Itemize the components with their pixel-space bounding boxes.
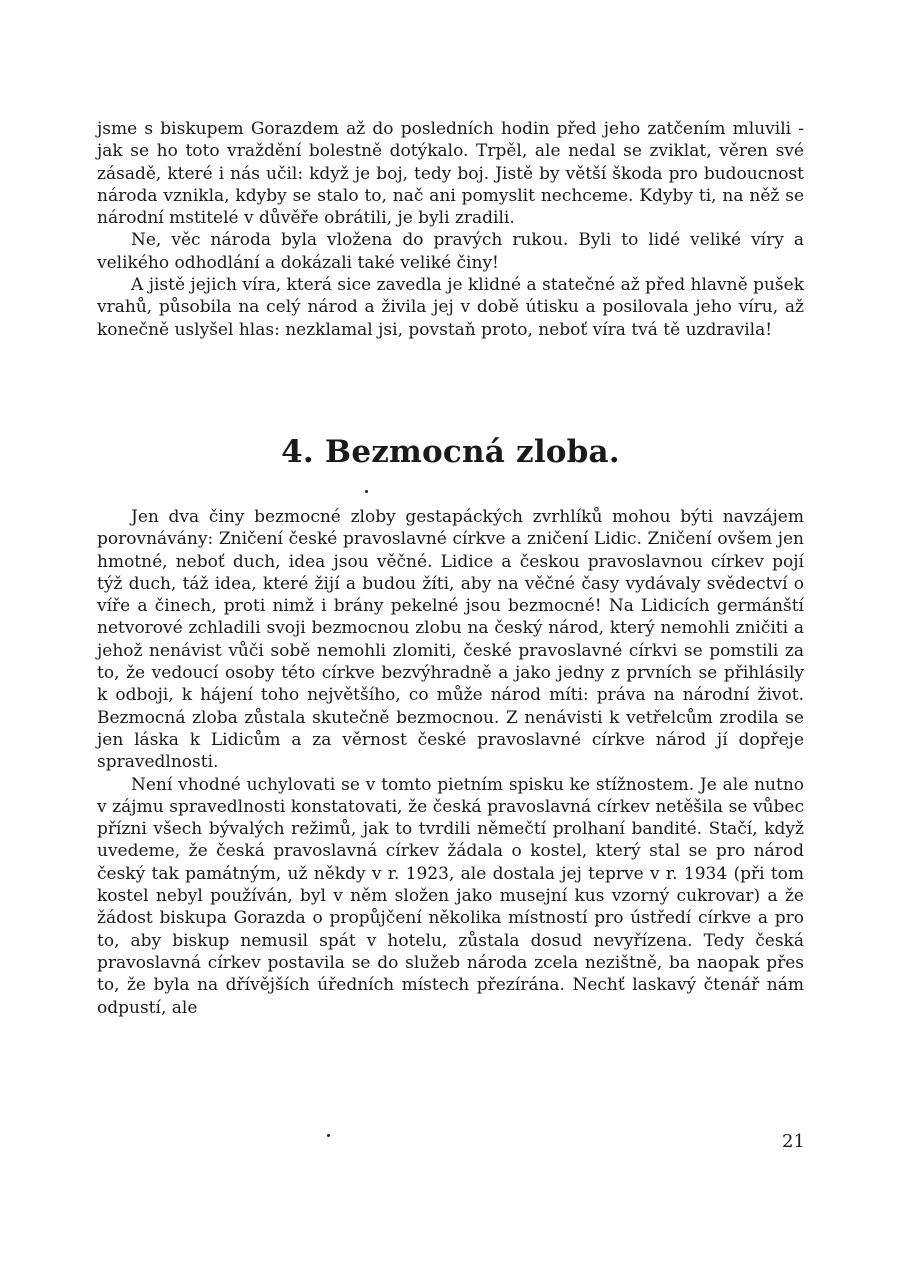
chapter-heading: 4. Bezmocná zloba. bbox=[281, 434, 620, 470]
paragraph: Není vhodné uchylovati se v tomto pietním spisku ke stížnostem. Je ale nutno v zájmu spravedlnosti konstatovati, že česká pravoslavná církev netěšila se vůbec přízni všech bývalých režimů, jak to tvrdili němečtí prolhaní bandité. Stačí, když uvedeme, že česká pravoslavná církev žádala o kostel, který stal se pro národ český tak památným, už někdy v r. 1923, ale dostala jej teprve v r. 1934 (při tom kostel nebyl používán, byl v něm složen jako musejní kus vzorný cukrovar) a že žádost biskupa Gorazda o propůjčení několika místností pro ústředí církve a pro to, aby biskup nemusil spát v hotelu, zůstala dosud nevyřízena. Tedy česká pravoslavná církev postavila se do služeb národa zcela nezištně, ba naopak přes to, že byla na dřívějších úředních místech přezírána. Nechť laskavý čtenář nám odpustí, ale bbox=[97, 774, 804, 1018]
top-text-section bbox=[97, 118, 804, 341]
print-speck bbox=[365, 490, 368, 493]
page-number: 21 bbox=[782, 1131, 805, 1152]
paragraph: Jen dva činy bezmocné zloby gestapáckých zvrhlíků mohou býti navzájem porovnávány: Zničení české pravoslavné církve a zničení Lidic. Zničení ovšem jen hmotné, neboť duch, idea jsou věčné. Lidice a českou pravoslavnou církev pojí týž duch, táž idea, které žijí a budou žíti, aby na věčné časy vydávaly svědectví o víře a činech, proti nimž i brány pekelné jsou bezmocné! Na Lidicích germánští netvorové zchladili svoji bezmocnou zlobu na český národ, který nemohli zničiti a jehož nenávist vůči sobě nemohli zlomiti, české pravoslavné církvi se pomstili za to, že vedoucí osoby této církve bezvýhradně a jako jedny z prvních se přihlásily k odboji, k hájení toho největšího, co může národ míti: práva na národní život. Bezmocná zloba zůstala skutečně bezmocnou. Z nenávisti k vetřelcům zrodila se jen láska k Lidicům a za věrnost české pravoslavné církve národ jí dopřeje spravedlnosti. bbox=[97, 507, 804, 773]
print-speck bbox=[327, 1134, 330, 1137]
paragraph: Ne, věc národa byla vložena do pravých rukou. Byli to lidé veliké víry a velikého odhodlání a dokázali také veliké činy! bbox=[97, 230, 804, 273]
paragraph: A jistě jejich víra, která sice zavedla je klidné a statečné až před hlavně pušek vrahů, působila na celý národ a živila jej v době útisku a posilovala jeho víru, až konečně uslyšel hlas: nezklamal jsi, povstaň proto, neboť víra tvá tě uzdravila! bbox=[97, 275, 804, 340]
paragraph: jsme s biskupem Gorazdem až do posledních hodin před jeho zatčením mluvili - jak se ho toto vraždění bolestně dotýkalo. Trpěl, ale nedal se zviklat, věren své zásadě, které i nás učil: když je boj, tedy boj. Jistě by větší škoda pro budoucnost národa vznikla, kdyby se stalo to, nač ani pomyslit nechceme. Kdyby ti, na něž se národní mstitelé v důvěře obrátili, je byli zradili. bbox=[97, 119, 804, 229]
chapter-body bbox=[97, 506, 804, 1019]
